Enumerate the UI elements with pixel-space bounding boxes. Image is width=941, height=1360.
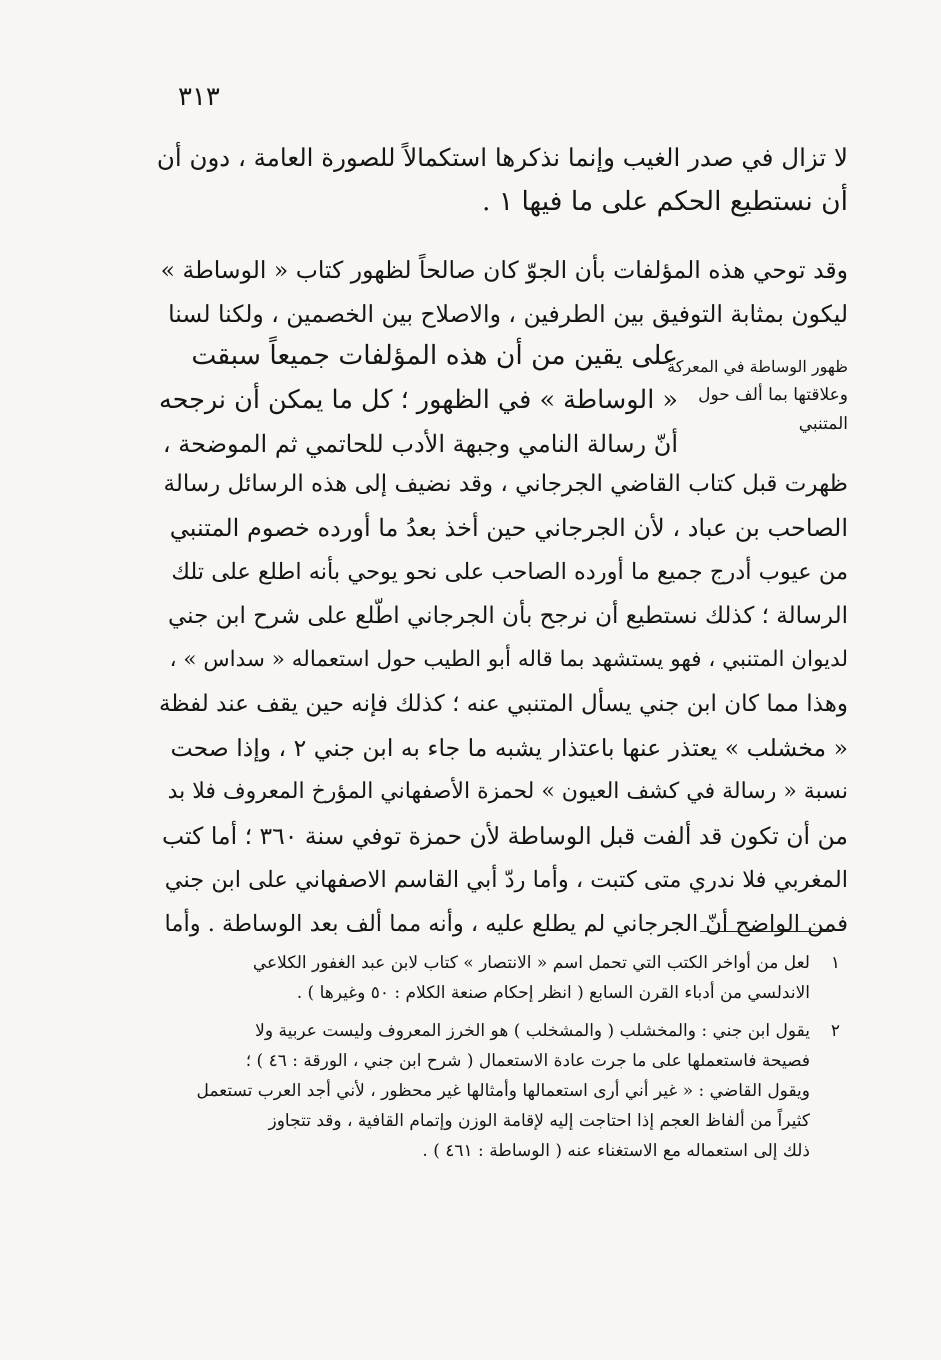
- text-line: وقد توحي هذه المؤلفات بأن الجوّ كان صالحاً لظهور كتاب « الوساطة »: [160, 256, 848, 284]
- footnote-line: لعل من أواخر الكتب التي تحمل اسم « الانتصار » كتاب لابن عبد الغفور الكلاعي: [252, 953, 810, 973]
- page-number: ٣١٣: [178, 82, 220, 112]
- text-line: من عيوب أدرج جميع ما أورده الصاحب على نحو يوحي بأنه اطلع على تلك: [171, 559, 848, 585]
- footnote-number: ١: [830, 953, 840, 973]
- text-line: « مخشلب » يعتذر عنها باعتذار يشبه ما جاء به ابن جني ٢ ، وإذا صحت: [170, 734, 848, 762]
- margin-heading-line: ظهور الوساطة في المعركة: [667, 357, 848, 376]
- main-paragraph-bottom: [158, 462, 848, 946]
- text-line: أن نستطيع الحكم على ما فيها ١ .: [481, 186, 848, 217]
- footnote-line: ويقول القاضي : « غير أني أرى استعمالها وأمثالها غير محظور ، لأني أجد العرب تستعمل: [196, 1081, 810, 1101]
- footnote-line: فصيحة فاستعملها على ما جرت عادة الاستعمال ( شرح ابن جني ، الورقة : ٤٦ ) ؛: [245, 1051, 810, 1071]
- text-line: « الوساطة » في الظهور ؛ كل ما يمكن أن نرجحه: [158, 385, 678, 415]
- footnote-line: الاندلسي من أدباء القرن السابع ( انظر إحكام صنعة الكلام : ٥٠ وغيرها ) .: [296, 983, 810, 1003]
- text-line: ظهرت قبل كتاب القاضي الجرجاني ، وقد نضيف إلى هذه الرسائل رسالة: [163, 471, 848, 497]
- text-line: أنّ رسالة النامي وجبهة الأدب للحاتمي ثم الموضحة ،: [162, 430, 678, 458]
- footnote-line: ذلك إلى استعماله مع الاستغناء عنه ( الوساطة : ٤٦١ ) .: [422, 1141, 810, 1161]
- text-line: فمن الواضح أنّ الجرجاني لم يطلع عليه ، وأنه مما ألف بعد الوساطة . وأما: [164, 911, 848, 937]
- text-line: الصاحب بن عباد ، لأن الجرجاني حين أخذ بعدُ ما أورده خصوم المتنبي: [169, 514, 848, 542]
- main-paragraph-mid: [158, 334, 678, 466]
- text-line: الرسالة ؛ كذلك نستطيع أن نرجح بأن الجرجاني اطّلع على شرح ابن جني: [167, 603, 848, 629]
- footnote: [160, 1016, 840, 1166]
- text-line: لديوان المتنبي ، فهو يستشهد بما قاله أبو الطيب حول استعماله « سداس » ،: [169, 647, 848, 672]
- text-line: من أن تكون قد ألفت قبل الوساطة لأن حمزة توفي سنة ٣٦٠ ؛ أما كتب: [162, 822, 848, 850]
- text-line: على يقين من أن هذه المؤلفات جميعاً سبقت: [191, 340, 678, 371]
- text-line: وهذا مما كان ابن جني يسأل المتنبي عنه ؛ كذلك فإنه حين يقف عند لفظة: [158, 691, 848, 717]
- footnote: [160, 948, 840, 1008]
- footnote-divider: [700, 931, 832, 932]
- text-line: نسبة « رسالة في كشف العيون » لحمزة الأصفهاني المؤرخ المعروف فلا بد: [167, 779, 848, 804]
- margin-heading: [665, 352, 848, 439]
- text-line: ليكون بمثابة التوفيق بين الطرفين ، والاصلاح بين الخصمين ، ولكنا لسنا: [168, 300, 848, 328]
- main-paragraph-top: [158, 248, 848, 336]
- margin-heading-line: وعلاقتها بما ألف حول: [698, 385, 848, 405]
- footnote-number: ٢: [830, 1021, 840, 1041]
- footnote-line: كثيراً من ألفاظ العجم إذا احتاجت إليه لإقامة الوزن وإتمام القافية ، وقد تتجاوز: [268, 1111, 810, 1131]
- footnote-line: يقول ابن جني : والمخشلب ( والمشخلب ) هو الخرز المعروف وليست عربية ولا: [255, 1021, 810, 1041]
- text-line: لا تزال في صدر الغيب وإنما نذكرها استكمالاً للصورة العامة ، دون أن: [156, 143, 848, 172]
- intro-paragraph: [158, 136, 848, 224]
- footnotes: [160, 948, 840, 1166]
- text-line: المغربي فلا ندري متى كتبت ، وأما ردّ أبي القاسم الاصفهاني على ابن جني: [164, 867, 848, 893]
- margin-heading-line: المتنبي: [798, 414, 848, 434]
